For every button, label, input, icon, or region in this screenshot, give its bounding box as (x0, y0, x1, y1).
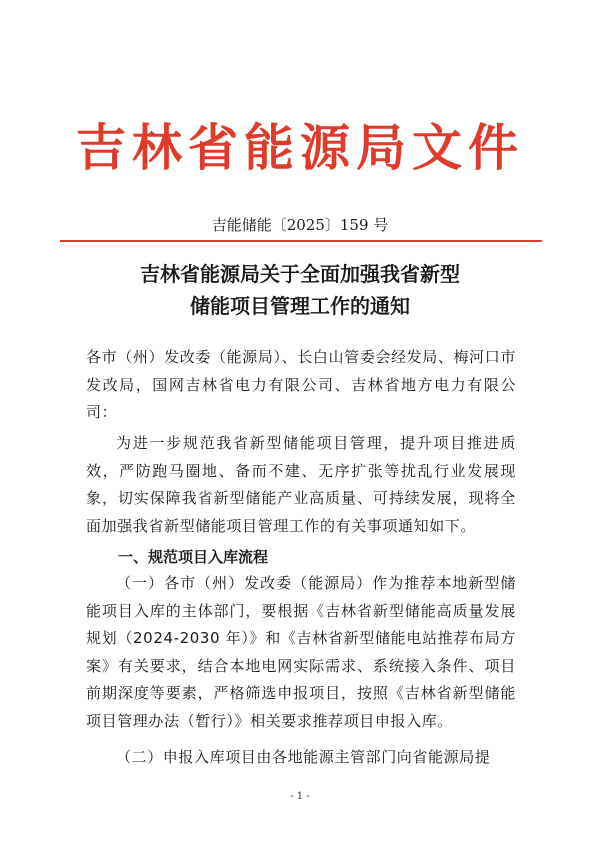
page-number: - 1 - (290, 791, 310, 802)
addressee-paragraph: 各市（州）发改委（能源局）、长白山管委会经发局、梅河口市发改局，国网吉林省电力有限公司、吉林省地方电力有限公司： (86, 348, 516, 421)
red-divider-line (60, 240, 542, 242)
paragraph-1: （一）各市（州）发改委（能源局）作为推荐本地新型储能项目入库的主体部门，要根据《吉林省新型储能高质量发展规划（2024-2030 年）》和《吉林省新型储能电站推荐布局方案》有关要求，结合本地电网实际需求、系统接入条件、项目前期深度等要素，严格筛选申报项目，按照《吉林省新型储能项目管理办法（暂行）》相关要求推荐项目申报入库。 (86, 574, 516, 730)
notice-title-line-1: 吉林省能源局关于全面加强我省新型 (140, 262, 460, 286)
paragraph-2: （二）申报入库项目由各地能源主管部门向省能源局提 (116, 748, 491, 766)
section-heading-1: 一、规范项目入库流程 (118, 548, 269, 566)
notice-title (0, 258, 600, 322)
document-number: 吉能储能〔2025〕159 号 (211, 216, 389, 234)
issuer-title: 吉林省能源局文件 (76, 118, 524, 177)
notice-title-line-2: 储能项目管理工作的通知 (190, 294, 410, 318)
intro-paragraph: 为进一步规范我省新型储能项目管理，提升项目推进质效，严防跑马圈地、备而不建、无序扩张等扰乱行业发展现象，切实保障我省新型储能产业高质量、可持续发展，现将全面加强我省新型储能项目管理工作的有关事项通知如下。 (86, 434, 516, 535)
